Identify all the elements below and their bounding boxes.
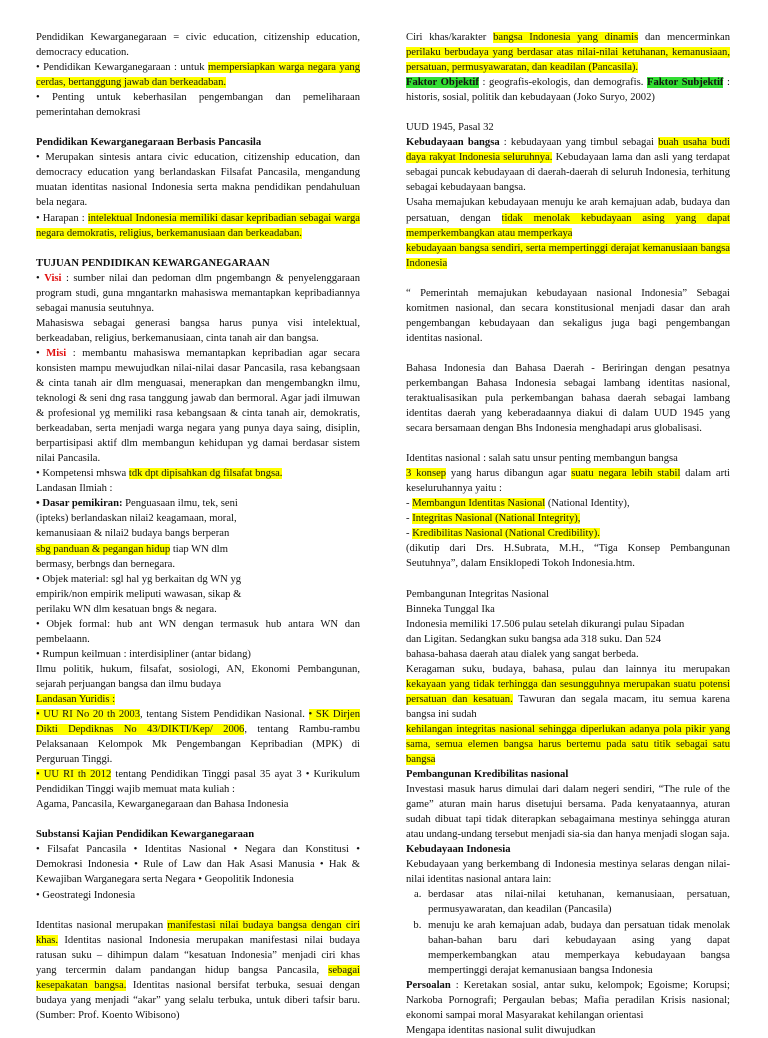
- paragraph: Usaha memajukan kebudayaan menuju ke arah kemajuan adab, budaya dan persatuan, dengan tidak menolak kebudayaan asing yang dapat memperkembangkan atau memperkaya: [406, 197, 730, 239]
- highlight: Landasan Yuridis :: [36, 693, 116, 705]
- paragraph: Persoalan : Keretakan sosial, antar suku, kelompok; Egoisme; Korupsi; Narkoba Pornografi; Pergaulan bebas; Mafia peradilan Krisis nasional; ekonomi sampai moral Masyarakat kehilangan orientasi: [406, 979, 730, 1021]
- paragraph: Faktor Objektif : geografis-ekologis, dan demografis. Faktor Subjektif : historis, sosial, politik dan kebudayaan (Joko Suryo, 2002): [406, 77, 730, 104]
- list-item: - Membangun Identitas Nasional (National Identity),: [406, 498, 630, 510]
- highlight: sbg panduan & pegangan hidup: [36, 543, 171, 555]
- highlight: perilaku berbudaya yang berdasar atas nilai-nilai ketuhanan, kemanusiaan, persatuan, permusyawaratan, dan keadilan (Pancasila).: [406, 47, 730, 74]
- highlight: tidak menolak kebudayaan asing yang dapat memperkembangkan atau memperkaya: [406, 212, 730, 239]
- paragraph: • Kompetensi mhswa tdk dpt dipisahkan dg filsafat bngsa.: [36, 468, 283, 480]
- highlight: mempersiapkan warga negara yang cerdas, bertanggung jawab dan berkeadaban.: [36, 62, 360, 89]
- paragraph: Indonesia memiliki 17.506 pulau setelah dikurangi pulau Sipadan: [406, 618, 685, 630]
- paragraph: (dikutip dari Drs. H.Subrata, M.H., “Tiga Konsep Pembangunan Seutuhnya”, dalam Ensiklopedi Tokoh Indonesia.htm.: [406, 543, 730, 570]
- paragraph: [406, 722, 730, 767]
- highlight: • SK Dirjen Dikti Depdiknas No 43/DIKTI/Kep/ 2006: [36, 709, 360, 736]
- highlight: manifestasi nilai budaya bangsa dengan ciri khas.: [36, 919, 360, 946]
- paragraph: Pendidikan Kewarganegaraan = civic education, citizenship education, democracy education.: [36, 32, 360, 59]
- section-heading: Kebudayaan Indonesia: [406, 844, 511, 856]
- highlight: tdk dpt dipisahkan dg filsafat bngsa.: [128, 468, 283, 480]
- paragraph: Kebudayaan bangsa : kebudayaan yang timbul sebagai buah usaha budi daya rakyat Indonesia seluruhnya. Kebudayaan lama dan asli yang terdapat sebagai puncak kebudayaan di daerah-daerah di seluruh Indonesia, terhitung sebagai kebudayaan bangsa.: [406, 137, 730, 194]
- paragraph: kemanusiaan & nilai2 budaya bangs berperan: [36, 528, 230, 540]
- paragraph: Ilmu politik, hukum, filsafat, sosiologi, AN, Ekonomi Pembangunan, sejarah perjuangan bangsa dan ilmu budaya: [36, 663, 360, 690]
- highlight: 3 konsep: [406, 468, 447, 480]
- highlight: kehilangan integritas nasional sehingga diperlukan adanya pola pikir yang sama, semua elemen bangsa harus bertemu pada satu titik sebagai satu bangsa: [406, 723, 730, 766]
- paragraph: sbg panduan & pegangan hidup tiap WN dlm: [36, 543, 228, 555]
- list-item: b. menuju ke arah kemajuan adab, budaya dan persatuan tidak menolak bahan-bahan baru dari kebudayaan asing yang dapat memperkembangkan atau memperkaya kebudayaan bangsa mempertinggi derajat kemanusiaan bangsa Indonesia: [424, 918, 730, 978]
- misi-label: Misi: [46, 347, 67, 359]
- highlight: kekayaan yang tidak terhingga dan sesungguhnya merupakan suatu potensi persatuan dan kesatuan.: [406, 678, 730, 705]
- paragraph: Mengapa identitas nasional sulit diwujudkan: [406, 1024, 596, 1036]
- paragraph: perilaku WN dlm kesatuan bngs & negara.: [36, 603, 217, 615]
- visi-paragraph: • Visi : sumber nilai dan pedoman dlm pngembangn & penyelenggaraan program studi, guna mngantarkn mahasiswa memantapkan kepribadiannya sebagai manusia seutuhnya.: [36, 272, 360, 314]
- paragraph: Bahasa Indonesia dan Bahasa Daerah - Beriringan dengan pesatnya perkembangan Bahasa Indonesia sebagai lambang identitas nasional, teraktualisasikan pula perkembangan bahasa daerah sebagai lambang identitas daerah yang keberadaannya diakui di dalam UUD 1945 yang secara bersamaan dengan Bhs Indonesia menghadapi arus globalisasi.: [406, 362, 730, 435]
- visi-label: Visi: [44, 272, 62, 284]
- paragraph: [406, 241, 730, 271]
- paragraph: Investasi masuk harus dimulai dari dalam negeri sendiri, “The rule of the game” aturan main harus disetujui bersama. Pada kenyataannya, aturan sudah dibuat tapi tidak diterapkan sebagaimana mestinya sehingga aturan atau undang-undang tersebut menjadi sia-sia dan hanya menjadi slogan saja.: [406, 784, 730, 841]
- highlight: sebagai kesepakatan bangsa.: [36, 964, 360, 991]
- highlight: Integritas Nasional (National Integrity),: [412, 513, 581, 525]
- paragraph: Pembangunan Integritas Nasional: [406, 588, 549, 600]
- highlight: suatu negara lebih stabil: [571, 468, 681, 480]
- highlight: intelektual Indonesia memiliki dasar kepribadian sebagai warga negara demokratis, religius, berkemanusiaan dan berkeadaban.: [36, 212, 360, 239]
- highlight: buah usaha budi daya rakyat Indonesia seluruhnya.: [406, 137, 730, 164]
- paragraph: 3 konsep yang harus dibangun agar suatu negara lebih stabil dalam arti keseluruhannya yaitu :: [406, 468, 730, 495]
- green-highlight: Faktor Objektif: [406, 77, 479, 89]
- paragraph: • Penting untuk keberhasilan pengembangan dan pemeliharaan pemerintahan demokrasi: [36, 92, 360, 119]
- list-item: a. berdasar atas nilai-nilai ketuhanan, kemanusiaan, persatuan, permusyawaratan, dan keadilan (Pancasila): [424, 887, 730, 917]
- highlight: • UU RI No 20 th 2003: [36, 709, 141, 721]
- paragraph: • Harapan : intelektual Indonesia memiliki dasar kepribadian sebagai warga negara demokratis, religius, berkemanusiaan dan berkeadaban.: [36, 212, 360, 239]
- paragraph: • Pendidikan Kewarganegaraan : untuk mempersiapkan warga negara yang cerdas, bertanggung jawab dan berkeadaban.: [36, 62, 360, 89]
- paragraph: UUD 1945, Pasal 32: [406, 122, 494, 134]
- paragraph: bermasy, berbngs dan bernegara.: [36, 558, 176, 570]
- paragraph: • Merupakan sintesis antara civic education, citizenship education, dan democracy education yang berlandaskan Filsafat Pancasila, mengandung muatan identitas nasional Indonesia serta makna pendidikan pendahuluan bela negara.: [36, 152, 360, 209]
- paragraph: Identitas nasional merupakan manifestasi nilai budaya bangsa dengan ciri khas. Identitas nasional Indonesia merupakan manifestasi nilai budaya ratusan suku – dihimpun dalam “kesatuan Indonesia” menjadi ciri khas yang tercermin dalam pandangan hidup bangsa Pancasila, sebagai kesepakatan bangsa. Identitas nasional bersifat terbuka, sesuai dengan budaya yang menjadi “akar” yang selalu terbuka, untuk diberi tafsir baru. (Sumber: Prof. Koento Wibisono): [36, 919, 360, 1021]
- paragraph: • Objek formal: hub ant WN dengan termasuk hub antara WN dan pembelaann.: [36, 618, 360, 645]
- paragraph: (ipteks) berlandaskan nilai2 keagamaan, moral,: [36, 513, 237, 525]
- section-heading: Substansi Kajian Pendidikan Kewarganegaraan: [36, 829, 255, 841]
- highlight: Membangun Identitas Nasional: [412, 498, 546, 510]
- paragraph: Mahasiswa sebagai generasi bangsa harus punya visi intelektual, berkeadaban, religius, berkemanusiaan, cinta tanah air dan bangsa.: [36, 317, 360, 344]
- highlight: bangsa Indonesia yang dinamis: [493, 32, 639, 43]
- highlight: Kredibilitas Nasional (National Credibility).: [412, 528, 600, 540]
- section-heading: Pembangunan Kredibilitas nasional: [406, 769, 569, 781]
- green-highlight: Faktor Subjektif: [647, 77, 724, 89]
- paragraph: “ Pemerintah memajukan kebudayaan nasional Indonesia” Sebagai komitmen nasional, dan secara konstitusional menjadi dasar dan arah pengembangan kebudayaan dan sekaligus juga bagi pengembangan identitas nasional.: [406, 287, 730, 344]
- highlight: kebudayaan bangsa sendiri, serta mempertinggi derajat kemanusiaan bangsa Indonesia: [406, 242, 730, 269]
- paragraph: Keragaman suku, budaya, bahasa, pulau dan lainnya itu merupakan kekayaan yang tidak terhingga dan sesungguhnya merupakan suatu potensi persatuan dan kesatuan. Tawuran dan segala macam, itu semua karena bangsa ini sudah: [406, 663, 730, 720]
- paragraph: Landasan Ilmiah :: [36, 483, 113, 495]
- paragraph: dan Ligitan. Sedangkan suku bangsa ada 318 suku. Dan 524: [406, 633, 662, 645]
- paragraph: • Rumpun keilmuan : interdisipliner (antar bidang): [36, 648, 251, 660]
- highlight: • UU RI th 2012: [36, 769, 112, 781]
- paragraph: • Dasar pemikiran: Penguasaan ilmu, tek, seni: [36, 498, 238, 510]
- left-column: [36, 30, 360, 1023]
- paragraph: empirik/non empirik meliputi wawasan, sikap &: [36, 588, 242, 600]
- section-heading: TUJUAN PENDIDIKAN KEWARGANEGARAAN: [36, 257, 270, 269]
- section-heading: Pendidikan Kewarganegaraan Berbasis Pancasila: [36, 137, 262, 149]
- paragraph: Ciri khas/karakter bangsa Indonesia yang dinamis dan mencerminkan perilaku berbudaya yang berdasar atas nilai-nilai ketuhanan, kemanusiaan, persatuan, permusyawaratan, dan keadilan (Pancasila).: [406, 32, 731, 74]
- paragraph: Binneka Tunggal Ika: [406, 603, 495, 615]
- paragraph: • Filsafat Pancasila • Identitas Nasional • Negara dan Konstitusi • Demokrasi Indonesia • Rule of Law dan Hak Asasi Manusia • Hak & Kewajiban Warganegara serta Negara • Geopolitik Indonesia: [36, 844, 360, 886]
- list-item: - Integritas Nasional (National Integrity),: [406, 513, 581, 525]
- paragraph: • Geostrategi Indonesia: [36, 889, 136, 901]
- paragraph: [36, 692, 360, 707]
- paragraph: bahasa-bahasa daerah atau dialek yang sangat berbeda.: [406, 648, 639, 660]
- right-column: [406, 30, 730, 1038]
- paragraph: • Objek material: sgl hal yg berkaitan dg WN yg: [36, 573, 242, 585]
- paragraph: • UU RI No 20 th 2003, tentang Sistem Pendidikan Nasional. • SK Dirjen Dikti Depdiknas No 43/DIKTI/Kep/ 2006, tentang Rambu-rambu Pelaksanaan Kelompok Mk Pengembangan Kepribadian (MPK) di Perguruan Tinggi.: [36, 709, 360, 766]
- paragraph: Agama, Pancasila, Kewarganegaraan dan Bahasa Indonesia: [36, 799, 289, 811]
- paragraph: Identitas nasional : salah satu unsur penting membangun bangsa: [406, 453, 678, 465]
- paragraph: Kebudayaan yang berkembang di Indonesia mestinya selaras dengan nilai-nilai identitas nasional antara lain:: [406, 859, 730, 886]
- list-item: - Kredibilitas Nasional (National Credibility).: [406, 528, 600, 540]
- misi-paragraph: • Misi : membantu mahasiswa memantapkan kepribadian agar secara konsisten mampu mewujudkan nilai-nilai dasar Pancasila, rasa kebangsaan & cinta tanah air dlm menguasai, menerapkan dan mengembangkn ilmu, teknologi & seni dng rasa tanggung jawab dan bermoral. Agar jadi ilmuwan & profesional yg memiliki rasa kebangsaan & cinta tanah air, demokratis, berkeadaban, serta menjadi warga negara yang punya daya saing, disiplin, berpartisipasi aktif dlm membangun kehidupan yg damai berdasar sistem nilai Pancasila.: [36, 347, 361, 465]
- culture-list: [406, 887, 730, 977]
- paragraph: • UU RI th 2012 tentang Pendidikan Tinggi pasal 35 ayat 3 • Kurikulum Pendidikan Tinggi wajib memuat mata kuliah :: [36, 769, 361, 796]
